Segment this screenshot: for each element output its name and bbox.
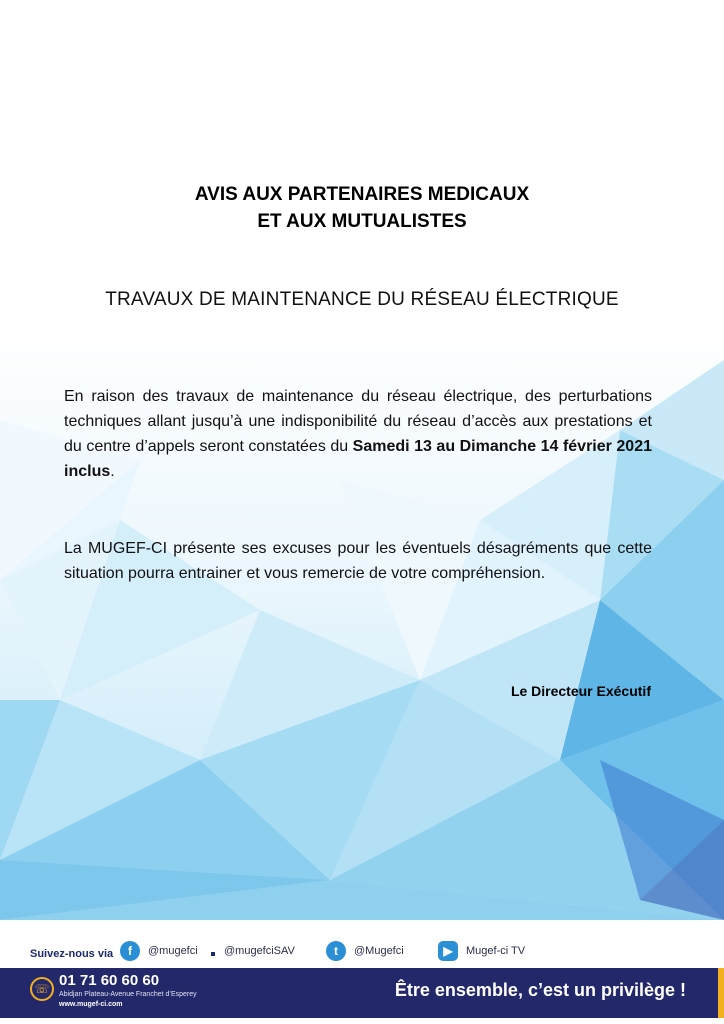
facebook-link[interactable]	[120, 940, 198, 962]
address: Abidjan Plateau-Avenue Franchet d’Esperey	[59, 991, 197, 998]
facebook-sav-link[interactable]	[224, 940, 295, 962]
twitter-link[interactable]	[326, 940, 404, 962]
facebook-sav-handle: @mugefciSAV	[224, 945, 295, 957]
facebook-icon: f	[120, 941, 140, 961]
slogan: Être ensemble, c’est un privilège !	[394, 980, 686, 1000]
facebook-handle: @mugefci	[148, 945, 198, 957]
notice-title	[0, 181, 724, 235]
paragraph-outage	[64, 384, 652, 484]
youtube-link[interactable]	[438, 940, 525, 962]
separator-dot	[211, 952, 215, 956]
accent-stripe	[718, 968, 724, 1018]
twitter-icon: t	[326, 941, 346, 961]
paragraph-apology: La MUGEF-CI présente ses excuses pour les éventuels désagréments que cette situation pourra entrainer et vous remercie de votre compréhension.	[64, 540, 652, 582]
title-line-1: AVIS AUX PARTENAIRES MEDICAUX	[194, 184, 530, 205]
website-link[interactable]: www.mugef-ci.com	[59, 1001, 123, 1008]
youtube-icon: ▶	[438, 941, 458, 961]
follow-label: Suivez-nous via	[30, 948, 114, 960]
twitter-handle: @Mugefci	[354, 945, 404, 957]
youtube-channel: Mugef-ci TV	[466, 945, 526, 957]
title-line-2: ET AUX MUTUALISTES	[257, 211, 467, 232]
paragraph-outage-end: .	[110, 463, 115, 480]
signature: Le Directeur Exécutif	[510, 683, 651, 699]
notice-subtitle: TRAVAUX DE MAINTENANCE DU RÉSEAU ÉLECTRIQUE	[105, 289, 619, 310]
paragraph-outage-text: En raison des travaux de maintenance du réseau électrique, des perturbations techniques allant jusqu’à une indisponibilité du réseau d’accès aux prestations et du centre d’appels seront constatées du	[64, 388, 652, 455]
phone-icon: ☏	[30, 977, 54, 1001]
phone-number[interactable]: 01 71 60 60 60	[59, 972, 160, 989]
outage-dates: Samedi 13 au Dimanche 14 février 2021 inclus	[64, 438, 652, 480]
